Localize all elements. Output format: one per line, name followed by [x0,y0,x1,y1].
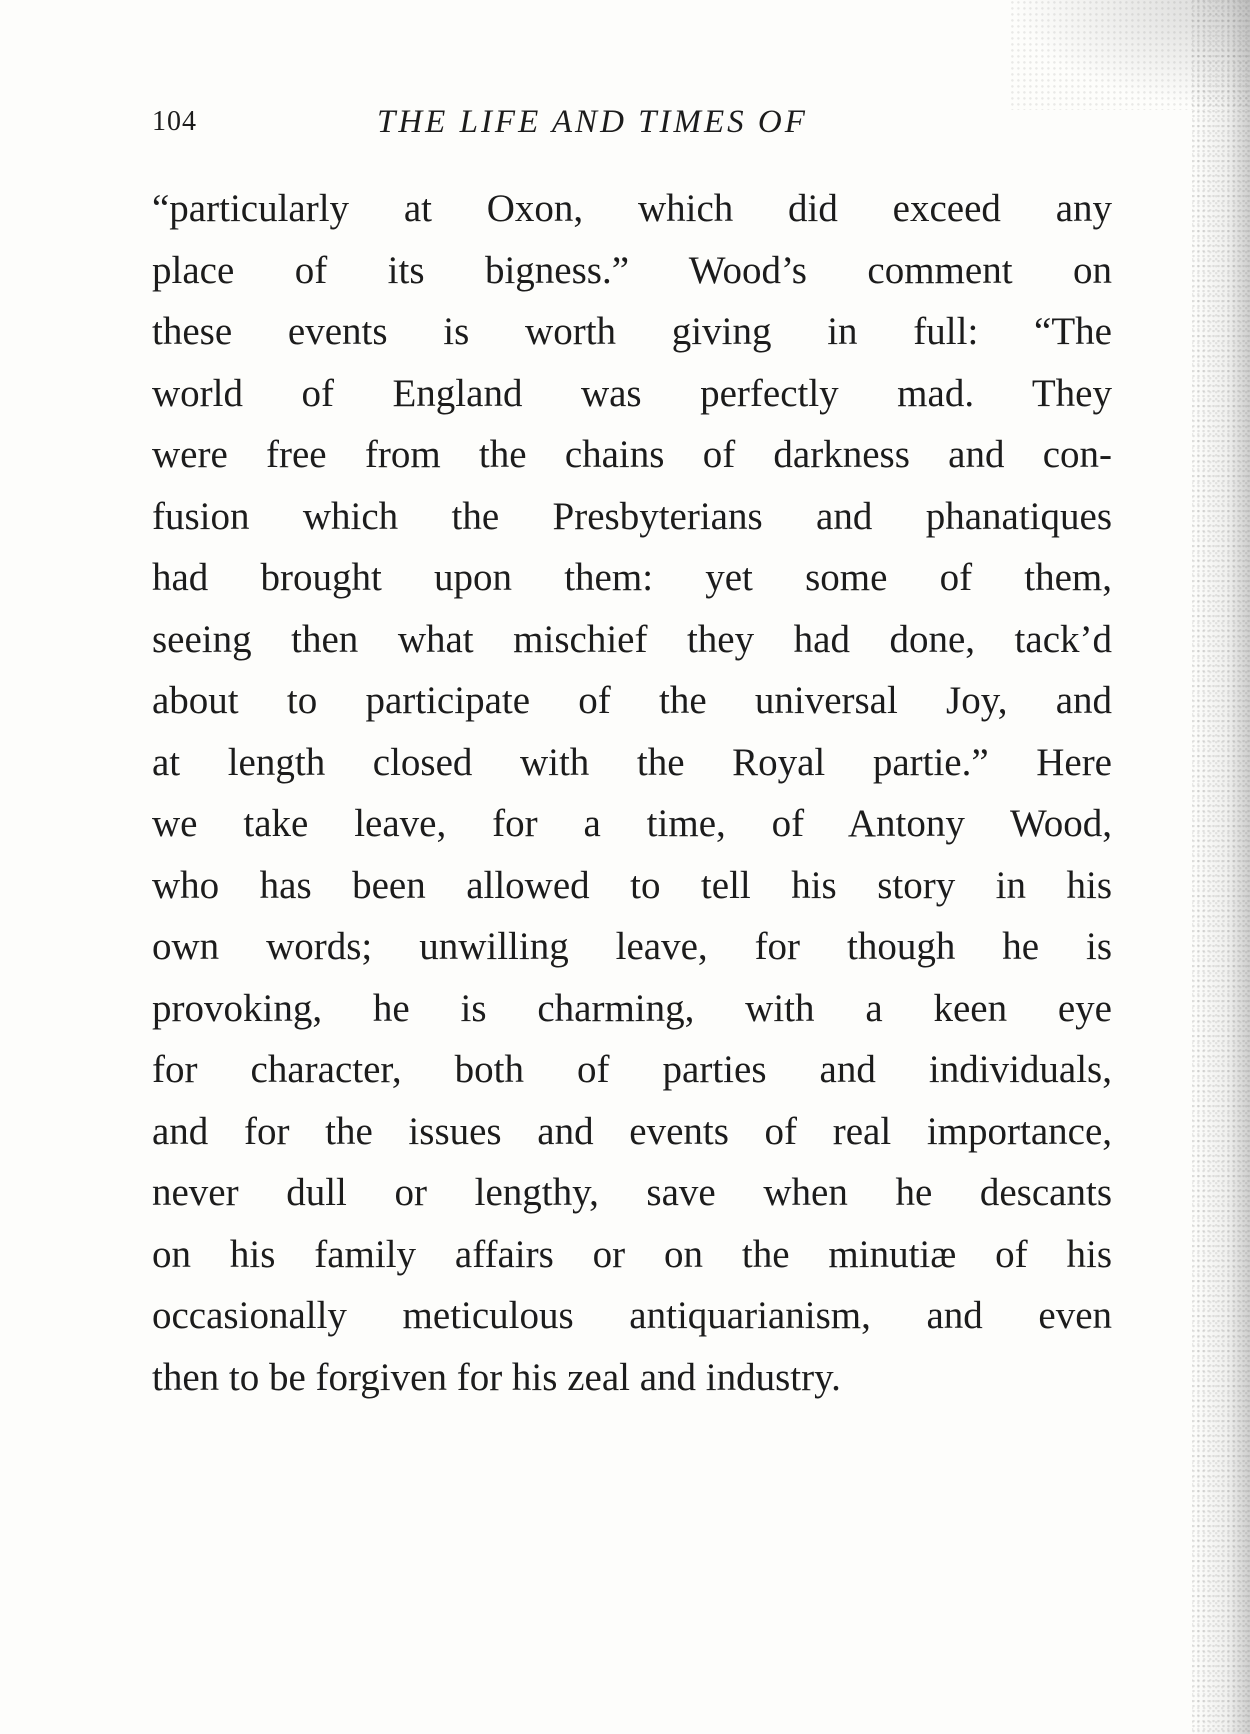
scan-edge-shading [1192,0,1250,1734]
text-line: never dull or lengthy, save when he descants [152,1171,1112,1214]
text-line: for character, both of parties and individuals, [152,1048,1112,1091]
text-line: had brought upon them: yet some of them, [152,556,1112,599]
text-line: place of its bigness.” Wood’s comment on [152,248,1112,292]
text-line: world of England was perfectly mad. They [152,371,1112,415]
text-line: fusion which the Presbyterians and phanatiques [152,494,1112,538]
text-line: these events is worth giving in full: “The [152,310,1112,353]
text-line: we take leave, for a time, of Antony Wood, [152,802,1112,845]
text-line: and for the issues and events of real importance, [152,1109,1112,1153]
text-line: seeing then what mischief they had done, tack’d [152,617,1112,661]
page-header [152,104,1102,144]
body-paragraph [152,178,1112,1408]
page-number: 104 [152,106,197,137]
text-line: provoking, he is charming, with a keen eye [152,986,1112,1030]
text-line: on his family affairs or on the minutiæ of his [152,1232,1112,1276]
text-line: were free from the chains of darkness and con- [152,433,1112,476]
text-line: at length closed with the Royal partie.” Here [152,740,1112,784]
text-line: occasionally meticulous antiquarianism, and even [152,1294,1112,1337]
text-line: who has been allowed to tell his story in his [152,863,1112,907]
text-line-last: then to be forgiven for his zeal and industry. [152,1355,841,1399]
text-line: own words; unwilling leave, for though he is [152,925,1112,968]
running-head: THE LIFE AND TIMES OF [377,104,808,140]
text-line: about to participate of the universal Joy, and [152,679,1112,722]
text-line: “particularly at Oxon, which did exceed any [152,187,1112,230]
scan-corner-shading [1010,0,1250,110]
